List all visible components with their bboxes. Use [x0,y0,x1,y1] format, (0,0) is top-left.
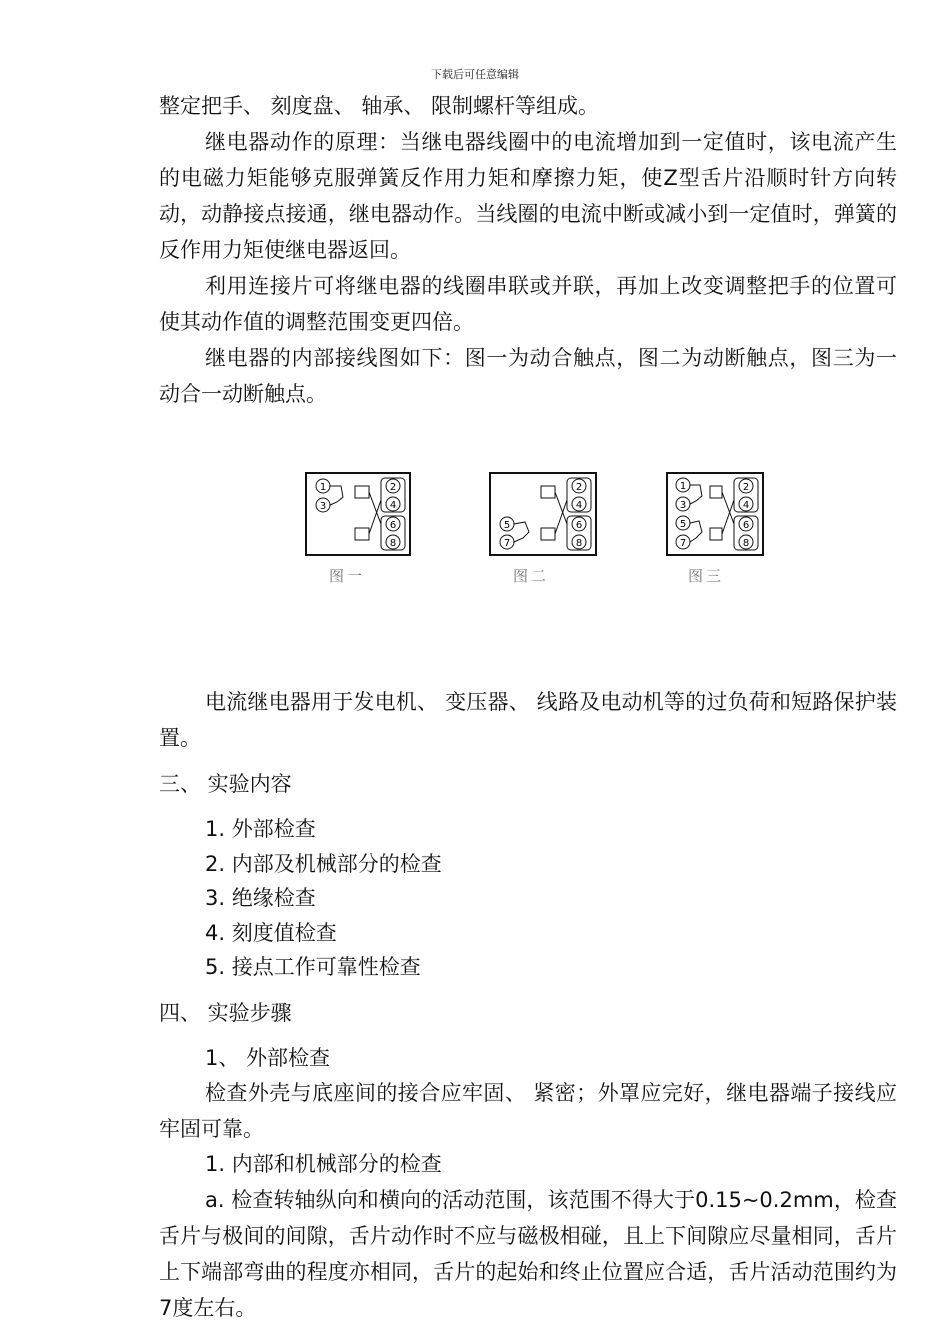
terminal-label: 1 [679,481,687,492]
terminal-label: 3 [679,500,687,511]
paragraph-wiring-intro: 继电器的内部接线图如下：图一为动合触点，图二为动断触点，图三为一动合一动断触点。 [159,346,897,406]
figure-3-diagram [666,472,764,556]
figure-1-caption: 图一 [329,567,366,585]
terminal-label: 4 [389,500,397,511]
terminal-label: 6 [742,520,750,531]
terminal-label: 5 [679,519,687,530]
terminal-label: 2 [389,482,397,493]
list-item: 4. 刻度值检查 [205,920,337,945]
list-item: 2. 内部及机械部分的检查 [205,851,442,876]
paragraph-principle: 继电器动作的原理：当继电器线圈中的电流增加到一定值时，该电流产生的电磁力矩能够克服弹簧反作用力矩和摩擦力矩，使Z型舌片沿顺时针方向转动，动静接点接通，继电器动作。当线圈的电流中断或减小到一定值时，弹簧的反作用力矩使继电器返回。 [159,130,897,262]
terminal-label: 7 [679,538,687,549]
terminal-label: 2 [742,482,750,493]
step-1-text: 检查外壳与底座间的接合应牢固、 紧密；外罩应完好，继电器端子接线应牢固可靠。 [159,1081,897,1141]
step-1-title: 1、 外部检查 [205,1045,331,1070]
document-body [159,88,897,1326]
figure-2-caption: 图二 [513,567,550,585]
step-2-title: 1. 内部和机械部分的检查 [205,1152,442,1176]
terminal-label: 4 [742,500,750,511]
list-item: 1. 外部检查 [205,817,316,841]
list-item: 3. 绝缘检查 [205,886,316,910]
paragraph-connection: 利用连接片可将继电器的线圈串联或并联，再加上改变调整把手的位置可使其动作值的调整范围变更四倍。 [159,274,897,334]
list-item: 5. 接点工作可靠性检查 [205,955,421,979]
page-header: 下载后可任意编辑 [431,68,519,81]
wiring-diagrams [159,442,897,657]
figure-2 [489,472,597,585]
paragraph-components: 整定把手、 刻度盘、 轴承、 限制螺杆等组成。 [159,94,600,118]
terminal-label: 8 [389,538,397,549]
section-3-heading: 三、 实验内容 [159,772,292,796]
terminal-label: 7 [503,538,511,549]
terminal-label: 1 [319,482,327,493]
section-4-heading: 四、 实验步骤 [159,1000,292,1025]
terminal-label: 8 [742,538,750,549]
terminal-label: 8 [575,538,583,549]
figure-1 [305,472,411,585]
terminal-label: 2 [575,482,583,493]
section-3-list [159,812,897,985]
terminal-label: 4 [575,500,583,511]
figure-3-caption: 图三 [688,567,725,585]
figure-3 [666,472,764,585]
paragraph-application: 电流继电器用于发电机、 变压器、 线路及电动机等的过负荷和短路保护装置。 [159,690,897,750]
terminal-label: 3 [319,501,327,512]
terminal-label: 6 [575,520,583,531]
figure-2-diagram [489,472,597,556]
step-2-item-a: a. 检查转轴纵向和横向的活动范围，该范围不得大于0.15~0.2mm，检查舌片与极间的间隙，舌片动作时不应与磁极相碰，且上下间隙应尽量相同，舌片上下端部弯曲的程度亦相同，舌片的起始和终止位置应合适，舌片活动范围约为7度左右。 [159,1187,897,1320]
figure-1-diagram [305,472,411,556]
terminal-label: 5 [503,520,511,531]
terminal-label: 6 [389,520,397,531]
